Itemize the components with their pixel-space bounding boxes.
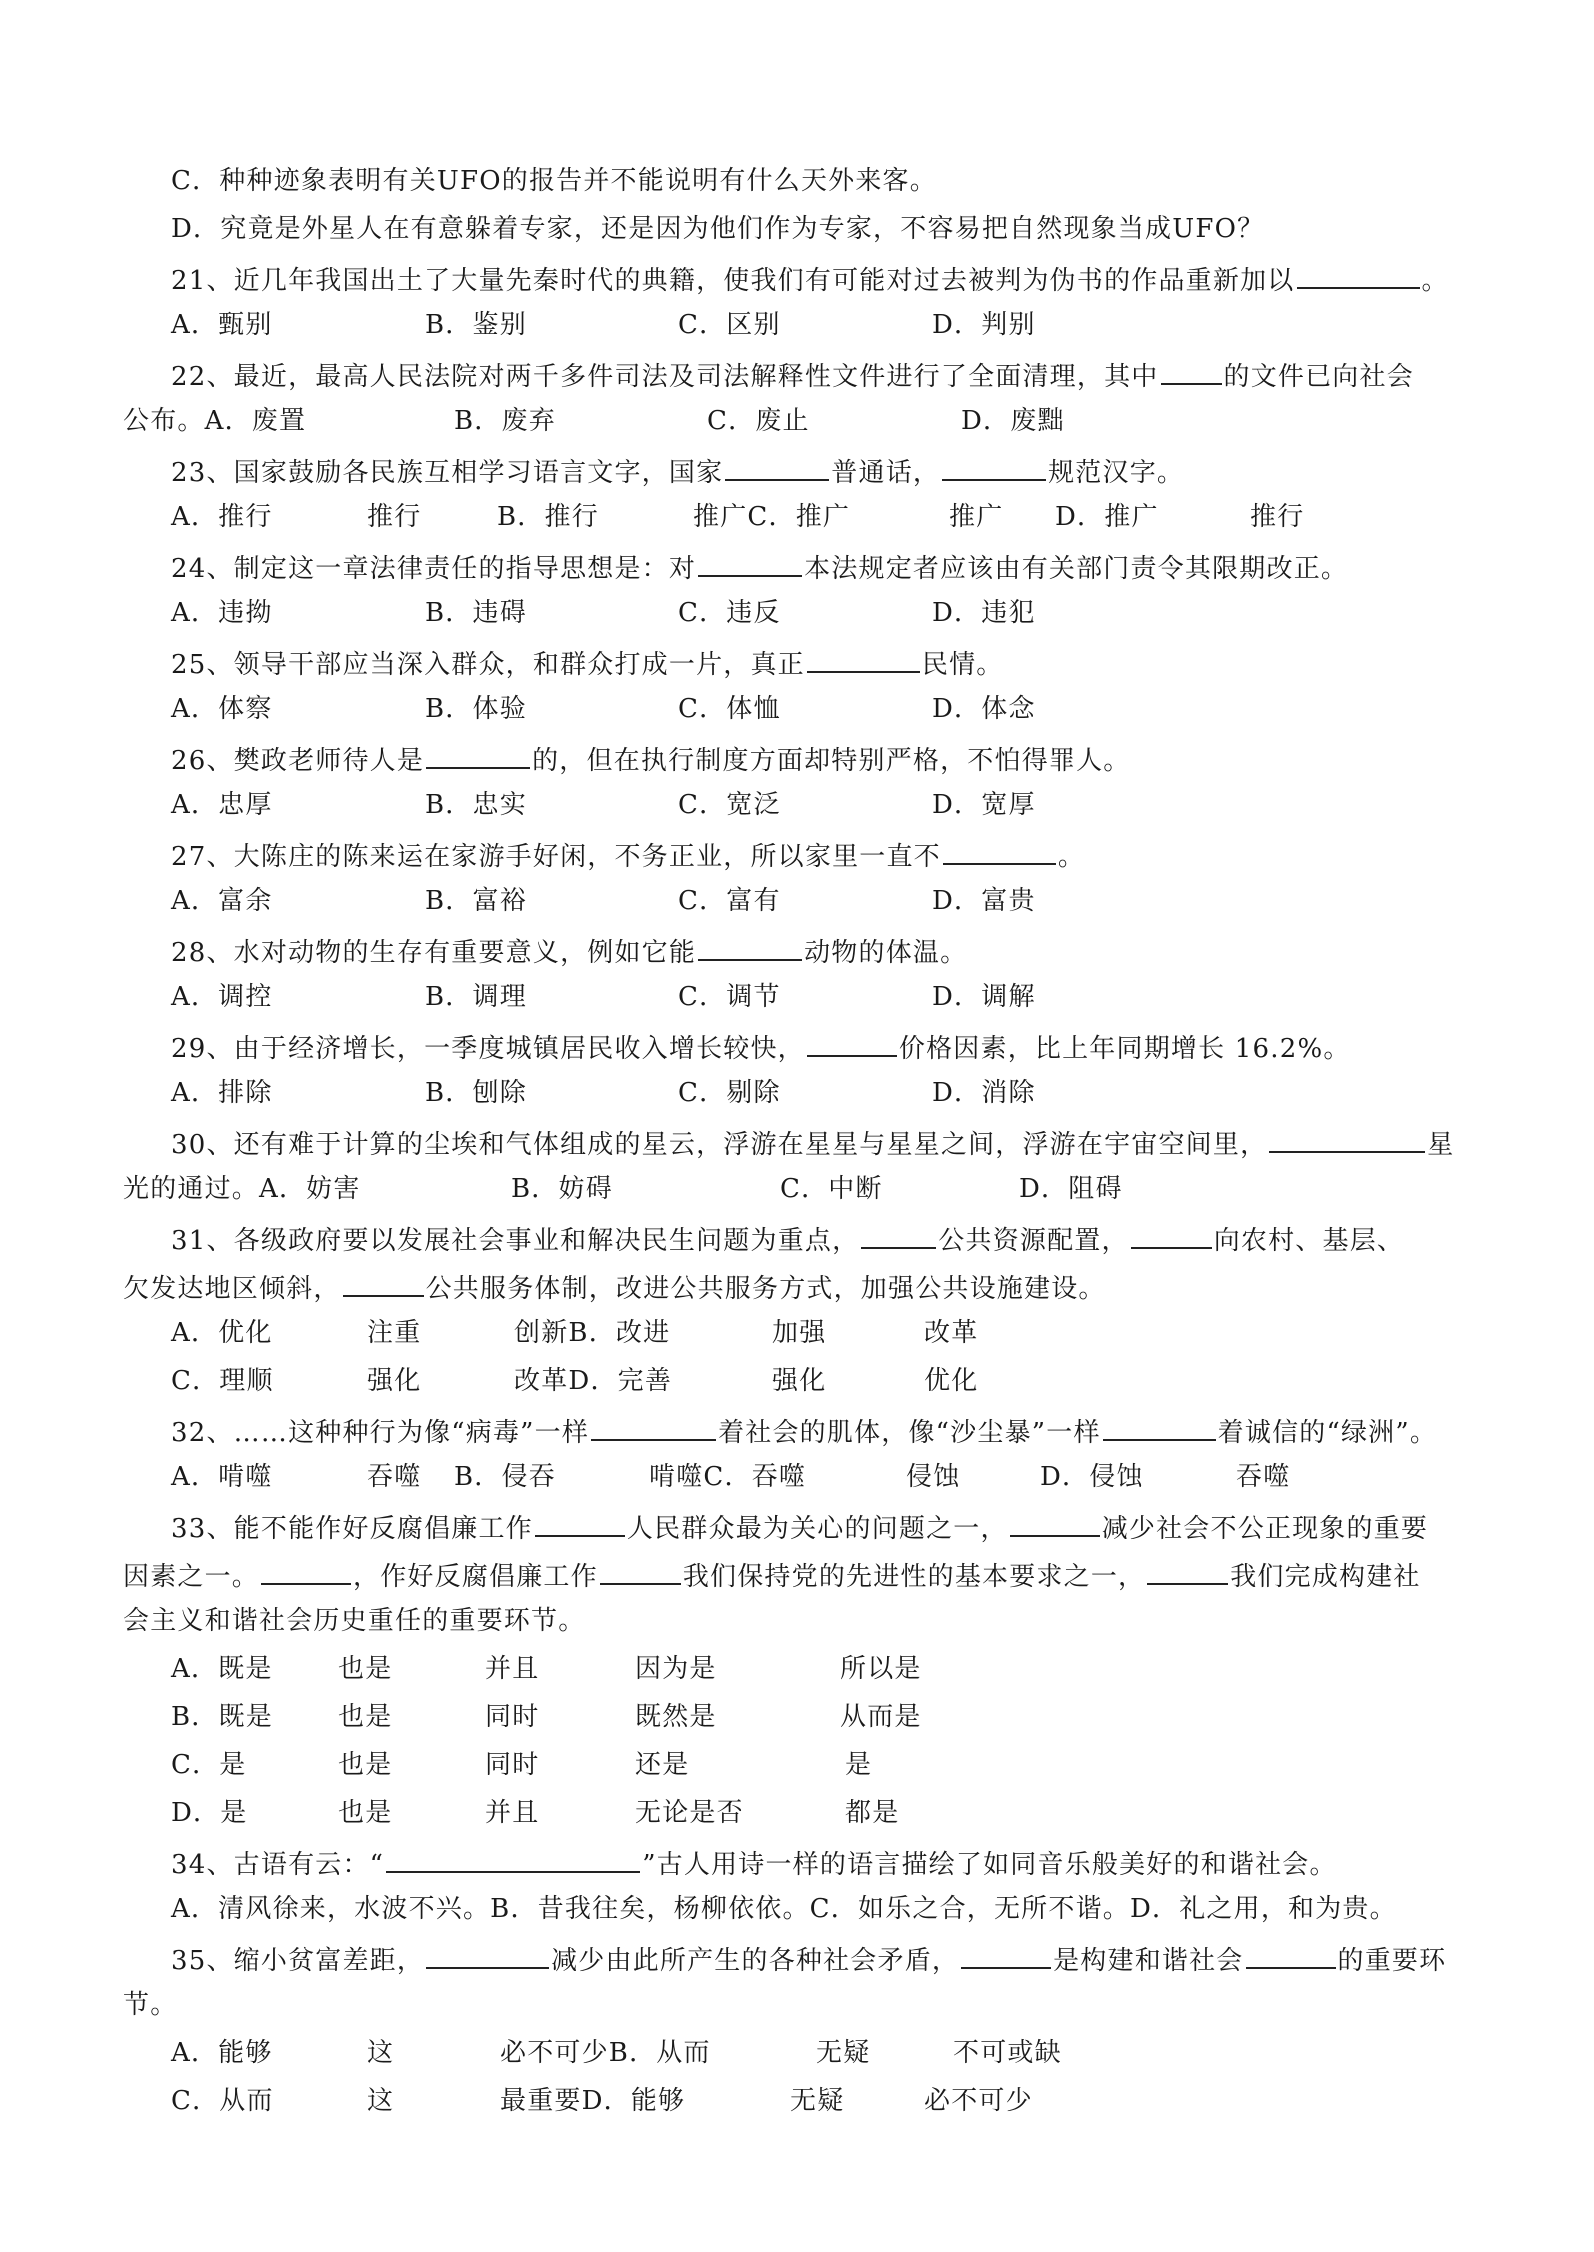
option-text: D．废黜 <box>961 406 1065 436</box>
option-text: 强化 <box>367 1366 422 1396</box>
question-text: 。 <box>1057 842 1086 872</box>
question-text: 35、缩小贫富差距， <box>171 1946 425 1976</box>
question-text: 普通话， <box>831 458 941 488</box>
option-text: B．推行 <box>497 502 599 532</box>
option-text: 也是 <box>338 1798 393 1828</box>
question-text: 减少由此所产生的各种社会矛盾， <box>551 1946 960 1976</box>
option-text: 推行 <box>367 502 422 532</box>
fill-in-blank <box>942 445 1046 481</box>
fill-in-blank <box>1010 1501 1100 1537</box>
fill-in-blank <box>861 1213 936 1249</box>
text-line <box>0 1933 1594 1981</box>
fill-in-blank <box>698 541 802 577</box>
text-line <box>0 1501 1594 1549</box>
option-text: A．调控 <box>171 982 273 1012</box>
option-text: D．消除 <box>932 1078 1036 1108</box>
option-text: D．富贵 <box>932 886 1036 916</box>
option-text: 这 <box>367 2038 395 2068</box>
option-text: C．理顺 <box>171 1366 274 1396</box>
question-text: 29、由于经济增长，一季度城镇居民收入增长较快， <box>171 1034 805 1064</box>
option-text: C．中断 <box>780 1174 883 1204</box>
option-text: 必不可少B．从而 <box>500 2038 711 2068</box>
option-text: 是 <box>845 1750 873 1780</box>
option-text: C．违反 <box>678 598 781 628</box>
option-text: C．从而 <box>171 2086 274 2116</box>
option-text: 从而是 <box>840 1702 922 1732</box>
question-text: 的重要环 <box>1337 1946 1447 1976</box>
option-text: A．啃噬 <box>171 1462 273 1492</box>
question-text: 因素之一。 <box>123 1562 260 1592</box>
question-text: 民情。 <box>921 650 1004 680</box>
text-line <box>0 1693 1594 1741</box>
text-line <box>0 1117 1594 1165</box>
option-text: C．区别 <box>678 310 781 340</box>
question-text: 25、领导干部应当深入群众，和群众打成一片，真正 <box>171 650 805 680</box>
option-text: 不可或缺 <box>953 2038 1062 2068</box>
option-text: 公布。A．废置 <box>123 406 307 436</box>
option-text: A．忠厚 <box>171 790 273 820</box>
option-text: 强化 <box>772 1366 827 1396</box>
option-text: 无疑 <box>816 2038 871 2068</box>
option-text: B．违碍 <box>425 598 527 628</box>
fill-in-blank <box>1269 1117 1425 1153</box>
question-text: 公共资源配置， <box>938 1226 1129 1256</box>
option-text: 改革D．完善 <box>514 1366 673 1396</box>
option-text: 既然是 <box>635 1702 717 1732</box>
option-text: 这 <box>367 2086 395 2116</box>
text-line <box>0 253 1594 301</box>
option-text: A．既是 <box>171 1654 273 1684</box>
text-line <box>0 1885 1594 1933</box>
question-text: 会主义和谐社会历史重任的重要环节。 <box>123 1606 586 1636</box>
fill-in-blank <box>591 1405 716 1441</box>
question-text: 22、最近，最高人民法院对两千多件司法及司法解释性文件进行了全面清理，其中 <box>171 362 1159 392</box>
option-text: C．宽泛 <box>678 790 781 820</box>
option-text: 推广C．推广 <box>693 502 851 532</box>
text-line <box>0 1357 1594 1405</box>
fill-in-blank <box>807 637 920 673</box>
question-text: 33、能不能作好反腐倡廉工作 <box>171 1514 533 1544</box>
question-text: C．种种迹象表明有关UFO的报告并不能说明有什么天外来客。 <box>171 166 937 196</box>
option-text: 必不可少 <box>924 2086 1033 2116</box>
option-text: D．阻碍 <box>1019 1174 1123 1204</box>
fill-in-blank <box>961 1933 1051 1969</box>
question-text: 向农村、基层、 <box>1213 1226 1405 1256</box>
option-text: D．判别 <box>932 310 1036 340</box>
question-text: 的，但在执行制度方面却特别严格，不怕得罪人。 <box>532 746 1131 776</box>
option-text: D．调解 <box>932 982 1036 1012</box>
option-text: B．既是 <box>171 1702 273 1732</box>
option-text: B．废弃 <box>454 406 556 436</box>
fill-in-blank <box>426 1933 549 1969</box>
option-text: B．侵吞 <box>454 1462 556 1492</box>
option-text: C．体恤 <box>678 694 781 724</box>
text-line <box>0 685 1594 733</box>
option-text: A．排除 <box>171 1078 273 1108</box>
question-text: 的文件已向社会 <box>1223 362 1414 392</box>
option-text: 也是 <box>338 1702 393 1732</box>
text-line <box>0 1453 1594 1501</box>
question-text: 34、古语有云：“ <box>171 1850 385 1880</box>
text-line <box>0 1165 1594 1213</box>
fill-in-blank <box>1161 349 1222 385</box>
option-text: A．优化 <box>171 1318 273 1348</box>
question-text: 31、各级政府要以发展社会事业和解决民生问题为重点， <box>171 1226 860 1256</box>
option-text: D．违犯 <box>932 598 1036 628</box>
text-line <box>0 1981 1594 2029</box>
text-line <box>0 349 1594 397</box>
question-text: D．究竟是外星人在有意躲着专家，还是因为他们作为专家，不容易把自然现象当成UFO？ <box>171 214 1265 244</box>
fill-in-blank <box>943 829 1056 865</box>
option-text: 最重要D．能够 <box>500 2086 686 2116</box>
option-text: C．调节 <box>678 982 781 1012</box>
fill-in-blank <box>426 733 530 769</box>
option-text: B．刨除 <box>425 1078 527 1108</box>
option-text: 无论是否 <box>635 1798 744 1828</box>
question-text: 节。 <box>123 1990 178 2020</box>
fill-in-blank <box>1297 253 1420 289</box>
text-line <box>0 493 1594 541</box>
fill-in-blank <box>807 1021 897 1057</box>
option-text: 因为是 <box>635 1654 717 1684</box>
option-text: 推行 <box>1250 502 1305 532</box>
question-text: 着诚信的“绿洲”。 <box>1217 1418 1438 1448</box>
option-text: B．鉴别 <box>425 310 527 340</box>
question-text: 公共服务体制，改进公共服务方式，加强公共设施建设。 <box>425 1274 1106 1304</box>
text-line <box>0 541 1594 589</box>
question-text: 本法规定者应该由有关部门责令其限期改正。 <box>804 554 1349 584</box>
text-line <box>0 1837 1594 1885</box>
question-text: ，作好反腐倡廉工作 <box>353 1562 598 1592</box>
option-text: 创新B．改进 <box>514 1318 671 1348</box>
option-text: A．甄别 <box>171 310 273 340</box>
option-text: 注重 <box>367 1318 422 1348</box>
text-line <box>0 1021 1594 1069</box>
question-text: 价格因素，比上年同期增长 16.2%。 <box>898 1034 1351 1064</box>
question-text: 我们保持党的先进性的基本要求之一， <box>682 1562 1146 1592</box>
option-text: B．体验 <box>425 694 527 724</box>
question-text: 人民群众最为关心的问题之一， <box>626 1514 1008 1544</box>
text-line <box>0 637 1594 685</box>
question-text: 是构建和谐社会 <box>1053 1946 1244 1976</box>
question-text: 30、还有难于计算的尘埃和气体组成的星云，浮游在星星与星星之间，浮游在宇宙空间里， <box>171 1130 1268 1160</box>
option-text: 并且 <box>485 1654 540 1684</box>
text-line <box>0 589 1594 637</box>
text-line <box>0 397 1594 445</box>
option-text: 并且 <box>485 1798 540 1828</box>
option-text: A．推行 <box>171 502 273 532</box>
option-text: D．体念 <box>932 694 1036 724</box>
option-text: 无疑 <box>790 2086 845 2116</box>
option-text: B．妨碍 <box>511 1174 613 1204</box>
option-text: B．富裕 <box>425 886 527 916</box>
fill-in-blank <box>600 1549 681 1585</box>
text-line <box>0 1597 1594 1645</box>
option-text: 啃噬C．吞噬 <box>649 1462 807 1492</box>
question-text: A．清风徐来，水波不兴。B．昔我往矣，杨柳依依。C．如乐之合，无所不谐。D．礼之用，和为贵。 <box>171 1894 1397 1924</box>
question-text: 26、樊政老师待人是 <box>171 746 425 776</box>
option-text: 还是 <box>635 1750 690 1780</box>
question-text: 规范汉字。 <box>1048 458 1185 488</box>
option-text: C．富有 <box>678 886 781 916</box>
option-text: C．剔除 <box>678 1078 781 1108</box>
fill-in-blank <box>1103 1405 1216 1441</box>
option-text: 侵蚀 <box>906 1462 961 1492</box>
question-text: 24、制定这一章法律责任的指导思想是：对 <box>171 554 697 584</box>
question-text: 28、水对动物的生存有重要意义，例如它能 <box>171 938 697 968</box>
question-text: 。 <box>1421 266 1449 296</box>
fill-in-blank <box>261 1549 351 1585</box>
question-text: 27、大陈庄的陈来运在家游手好闲，不务正业，所以家里一直不 <box>171 842 941 872</box>
text-line <box>0 733 1594 781</box>
option-text: 优化 <box>924 1366 979 1396</box>
question-text: ”古人用诗一样的语言描绘了如同音乐般美好的和谐社会。 <box>642 1850 1337 1880</box>
option-text: 光的通过。A．妨害 <box>123 1174 361 1204</box>
text-line <box>0 1789 1594 1837</box>
text-line <box>0 925 1594 973</box>
question-text: 动物的体温。 <box>804 938 968 968</box>
question-text: 23、国家鼓励各民族互相学习语言文字，国家 <box>171 458 724 488</box>
option-text: A．能够 <box>171 2038 273 2068</box>
question-text: 星 <box>1427 1130 1455 1160</box>
option-text: 同时 <box>485 1750 540 1780</box>
option-text: C．废止 <box>707 406 810 436</box>
text-line <box>0 157 1594 205</box>
text-line <box>0 205 1594 253</box>
option-text: 同时 <box>485 1702 540 1732</box>
text-line <box>0 445 1594 493</box>
option-text: A．违拗 <box>171 598 273 628</box>
text-line <box>0 2029 1594 2077</box>
fill-in-blank <box>1131 1213 1212 1249</box>
option-text: 加强 <box>772 1318 827 1348</box>
question-text: 减少社会不公正现象的重要 <box>1101 1514 1429 1544</box>
option-text: 所以是 <box>840 1654 922 1684</box>
text-line <box>0 301 1594 349</box>
fill-in-blank <box>1147 1549 1228 1585</box>
question-text: 21、近几年我国出土了大量先秦时代的典籍，使我们有可能对过去被判为伪书的作品重新加以 <box>171 266 1295 296</box>
fill-in-blank <box>725 445 829 481</box>
question-text: 32、……这种种行为像“病毒”一样 <box>171 1418 590 1448</box>
fill-in-blank <box>698 925 802 961</box>
text-line <box>0 829 1594 877</box>
option-text: B．忠实 <box>425 790 527 820</box>
question-text: 欠发达地区倾斜， <box>123 1274 341 1304</box>
option-text: A．富余 <box>171 886 273 916</box>
option-text: 也是 <box>338 1654 393 1684</box>
option-text: 推广 <box>949 502 1004 532</box>
question-text: 着社会的肌体，像“沙尘暴”一样 <box>718 1418 1101 1448</box>
text-line <box>0 1069 1594 1117</box>
text-line <box>0 973 1594 1021</box>
option-text: B．调理 <box>425 982 527 1012</box>
option-text: A．体察 <box>171 694 273 724</box>
text-line <box>0 1213 1594 1261</box>
text-line <box>0 1741 1594 1789</box>
text-line <box>0 1645 1594 1693</box>
option-text: 改革 <box>924 1318 979 1348</box>
text-line <box>0 1309 1594 1357</box>
text-line <box>0 1405 1594 1453</box>
option-text: 都是 <box>845 1798 900 1828</box>
fill-in-blank <box>343 1261 424 1297</box>
option-text: D．宽厚 <box>932 790 1036 820</box>
option-text: 也是 <box>338 1750 393 1780</box>
option-text: D．侵蚀 <box>1040 1462 1144 1492</box>
fill-in-blank <box>535 1501 625 1537</box>
text-line <box>0 781 1594 829</box>
text-line <box>0 1549 1594 1597</box>
fill-in-blank <box>1246 1933 1336 1969</box>
text-line <box>0 1261 1594 1309</box>
option-text: C．是 <box>171 1750 247 1780</box>
option-text: 吞噬 <box>367 1462 422 1492</box>
question-text: 我们完成构建社 <box>1230 1562 1421 1592</box>
option-text: D．是 <box>171 1798 248 1828</box>
text-line <box>0 2077 1594 2125</box>
option-text: D．推广 <box>1055 502 1159 532</box>
fill-in-blank <box>386 1837 640 1873</box>
text-line <box>0 877 1594 925</box>
option-text: 吞噬 <box>1236 1462 1291 1492</box>
